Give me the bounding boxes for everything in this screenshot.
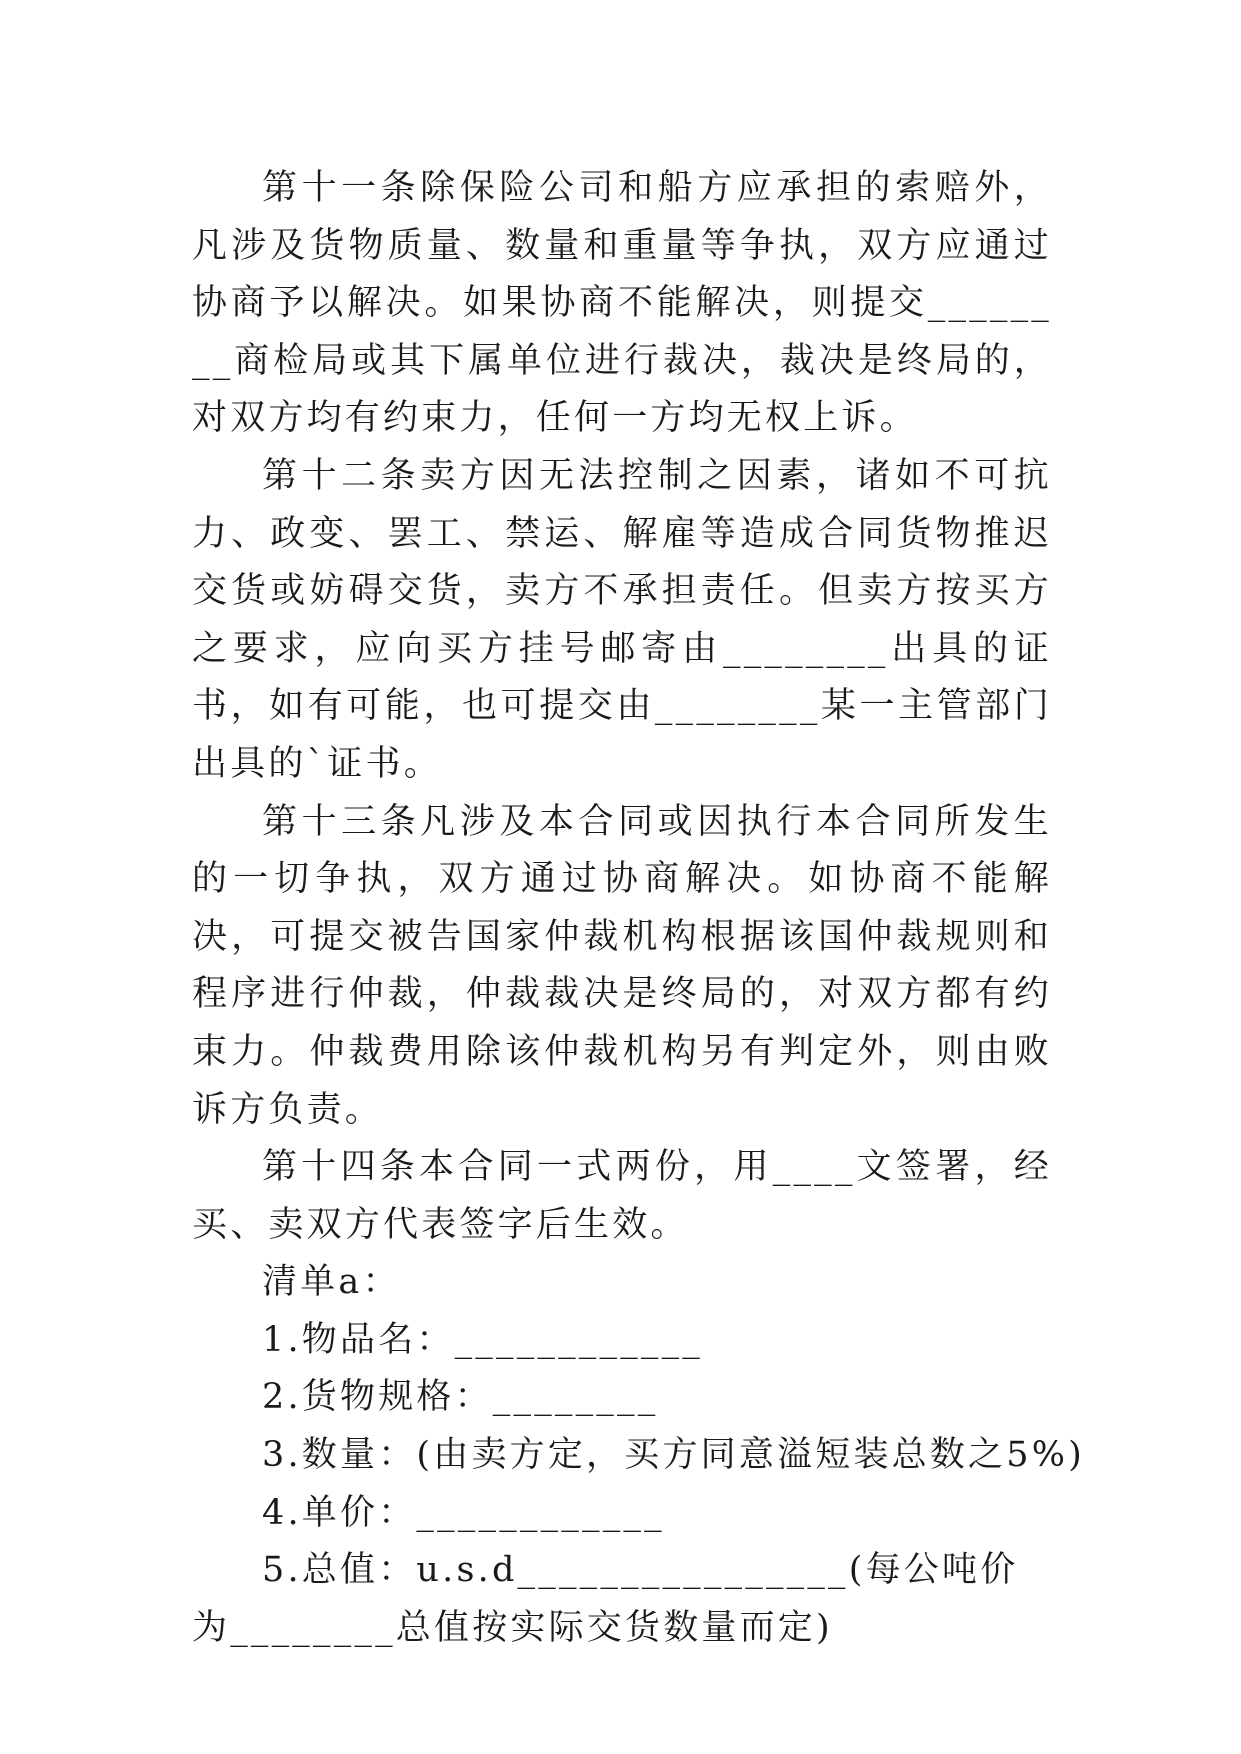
clause-14-paragraph: 第十四条本合同一式两份，用____文签署，经买、卖双方代表签字后生效。 [192,1147,1052,1245]
clause-13-paragraph: 第十三条凡涉及本合同或因执行本合同所发生的一切争执，双方通过协商解决。如协商不能解决，可提交被告国家仲裁机构根据该国仲裁规则和程序进行仲裁，仲裁裁决是终局的，对双方都有约束力。仲裁费用除该仲裁机构另有判定外，则由败诉方负责。 [192,801,1052,1130]
clause-11-paragraph: 第十一条除保险公司和船方应承担的索赔外，凡涉及货物质量、数量和重量等争执，双方应通过协商予以解决。如果协商不能解决，则提交________商检局或其下属单位进行裁决，裁决是终局的，对双方均有约束力，任何一方均无权上诉。 [192,168,1052,439]
list-item-product-name: 1.物品名：____________ [262,1319,703,1360]
list-title: 清单a： [262,1262,401,1303]
document-body [192,160,1086,1657]
list-item-specification: 2.货物规格：________ [262,1377,659,1418]
list-item-quantity: 3.数量：(由卖方定，买方同意溢短装总数之5%) [262,1435,1086,1476]
list-item-unit-price: 4.单价：____________ [262,1492,665,1533]
list-item-total-value: 5.总值：u.s.d________________(每公吨价为________总值按实际交货数量而定) [192,1550,1019,1648]
clause-12-paragraph: 第十二条卖方因无法控制之因素，诸如不可抗力、政变、罢工、禁运、解雇等造成合同货物推迟交货或妨碍交货，卖方不承担责任。但卖方按买方之要求，应向买方挂号邮寄由________出具的证书，如有可能，也可提交由________某一主管部门出具的`证书。 [192,455,1052,784]
